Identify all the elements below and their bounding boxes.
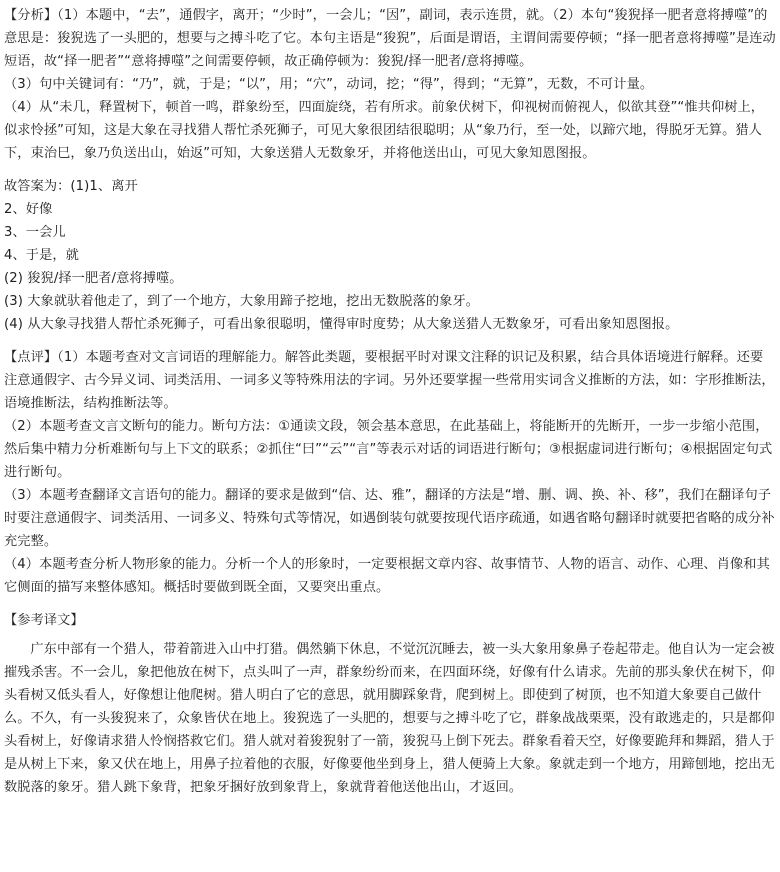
comment-paragraph-3: （3）本题考查翻译文言语句的能力。翻译的要求是做到“信、达、雅”，翻译的方法是“增、删、调、换、补、移”，我们在翻译句子时要注意通假字、词类活用、一词多义、特殊句式等情况，如遇倒装句就要按现代语序疏通，如遇省略句翻译时就要把省略的成分补充完整。 [4, 488, 775, 549]
analysis-paragraph-1: 【分析】（1）本题中，“去”，通假字，离开；“少时”，一会儿；“因”，副词，表示连贯，就。（2）本句“狻猊择一肥者意将搏噬”的意思是：狻猊选了一头肥的，想要与之搏斗吃了它。本句主语是“狻猊”，后面是谓语，主谓间需要停顿；“择一肥者意将搏噬”是连动短语，故“择一肥者”“意将搏噬”之间需要停顿，故正确停顿为：狻猊/择一肥者/意将搏噬。 [4, 8, 776, 69]
comment-section [4, 346, 776, 599]
comment-paragraph-1: 【点评】（1）本题考查对文言词语的理解能力。解答此类题，要根据平时对课文注释的识记及积累，结合具体语境进行解释。还要注意通假字、古今异义词、词类活用、一词多义等特殊用法的字词。另外还要掌握一些常用实词含义推断的方法，如：字形推断法，语境推断法，结构推断法等。 [4, 350, 775, 411]
answer-item: (3) 大象就驮着他走了，到了一个地方，大象用蹄子挖地，挖出无数脱落的象牙。 [4, 294, 480, 309]
answer-section [4, 175, 776, 336]
analysis-paragraph-2: （3）句中关键词有：“乃”，就，于是；“以”，用；“穴”，动词，挖；“得”，得到；“无算”，无数，不可计量。 [4, 77, 654, 92]
comment-paragraph-2: （2）本题考查文言文断句的能力。断句方法：①通读文段，领会基本意思，在此基础上，将能断开的先断开，一步一步缩小范围，然后集中精力分析难断句与上下文的联系；②抓住“曰”“云”“言”等表示对话的词语进行断句；③根据虚词进行断句；④根据固定句式进行断句。 [4, 419, 773, 480]
answer-item: (2) 狻猊/择一肥者/意将搏噬。 [4, 271, 183, 286]
document-page [4, 4, 776, 799]
answer-item: 2、好像 [4, 202, 53, 217]
translation-body: 广东中部有一个猎人，带着箭进入山中打猎。偶然躺下休息，不觉沉沉睡去，被一头大象用象鼻子卷起带走。他自认为一定会被摧残杀害。不一会儿，象把他放在树下，点头叫了一声，群象纷纷而来，在四面环绕，好像有什么请求。先前的那头象伏在树下，仰头看树又低头看人，好像想让他爬树。猎人明白了它的意思，就用脚踩象背，爬到树上。即使到了树顶，也不知道大象要自己做什么。不久，有一头狻猊来了，众象皆伏在地上。狻猊选了一头肥的，想要与之搏斗吃了它，群象战战栗栗，没有敢逃走的，只是都仰头看树上，好像请求猎人怜悯搭救它们。猎人就对着狻猊射了一箭，狻猊马上倒下死去。群象看着天空，好像要跪拜和舞蹈，猎人于是从树上下来，象又伏在地上，用鼻子拉着他的衣服，好像要他坐到身上，猎人便骑上大象。象就走到一个地方，用蹄刨地，挖出无数脱落的象牙。猎人跳下象背，把象牙捆好放到象背上，象就背着他送他出山，才返回。 [4, 642, 775, 795]
answer-item: 3、一会儿 [4, 225, 66, 240]
answer-item: 4、于是，就 [4, 248, 79, 263]
analysis-section [4, 4, 776, 165]
analysis-paragraph-3: （4）从“未几，释置树下，顿首一鸣，群象纷至，四面旋绕，若有所求。前象伏树下，仰视树而俯视人，似欲其登”“惟共仰树上，似求怜拯”可知，这是大象在寻找猎人帮忙杀死狮子，可见大象很团结很聪明；从“象乃行，至一处，以蹄穴地，得脱牙无算。猎人下，束治巳，象乃负送出山，始返”可知，大象送猎人无数象牙，并将他送出山，可见大象知恩图报。 [4, 100, 765, 161]
translation-heading: 【参考译文】 [4, 613, 84, 628]
answer-item: (4) 从大象寻找猎人帮忙杀死狮子，可看出象很聪明，懂得审时度势；从大象送猎人无数象牙，可看出象知恩图报。 [4, 317, 679, 332]
comment-paragraph-4: （4）本题考查分析人物形象的能力。分析一个人的形象时，一定要根据文章内容、故事情节、人物的语言、动作、心理、肖像和其它侧面的描写来整体感知。概括时要做到既全面，又要突出重点。 [4, 557, 770, 595]
translation-section [4, 609, 776, 799]
answer-intro: 故答案为：(1)1、离开 [4, 179, 138, 194]
